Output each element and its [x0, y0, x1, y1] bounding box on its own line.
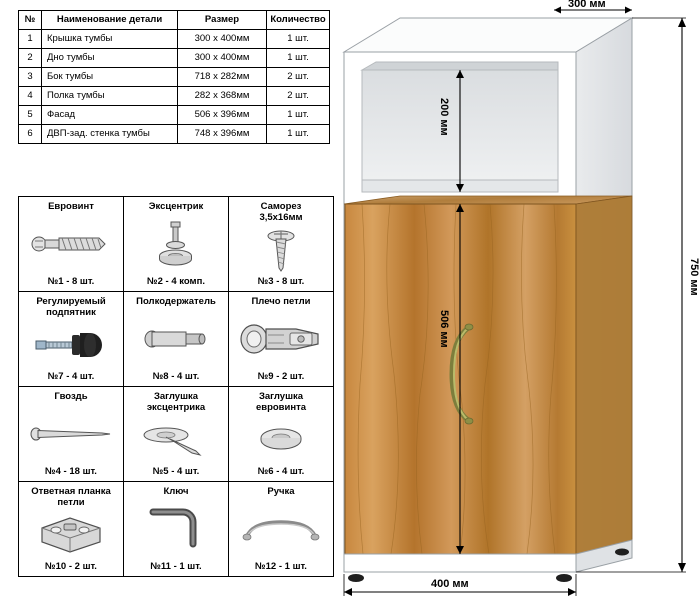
hardware-cell-hinge-plate — [19, 482, 124, 577]
hardware-row — [19, 197, 334, 292]
hardware-cell-cam-cap — [124, 387, 229, 482]
part-size: 506 x 396мм — [178, 106, 267, 125]
part-name: Крышка тумбы — [42, 30, 178, 49]
hinge-arm-icon — [229, 307, 333, 371]
hardware-title-line1: Полкодержатель — [136, 296, 216, 307]
hardware-title-line1: Ответная планка — [31, 486, 111, 497]
adjustable-foot-icon — [19, 318, 123, 371]
part-name: Полка тумбы — [42, 87, 178, 106]
dimension-total-height-label: 750 мм — [688, 258, 700, 296]
part-name: Бок тумбы — [42, 68, 178, 87]
hardware-qty: №10 - 2 шт. — [45, 561, 97, 572]
hardware-row — [19, 482, 334, 577]
hardware-title-line1: Гвоздь — [54, 391, 88, 402]
hardware-title-line1: Ручка — [267, 486, 295, 497]
part-num: 3 — [19, 68, 42, 87]
part-name: ДВП-зад. стенка тумбы — [42, 125, 178, 144]
hardware-title: Евровинт — [48, 201, 94, 212]
part-qty: 1 шт. — [267, 125, 330, 144]
table-row — [19, 30, 330, 49]
hardware-cell-allen-key — [124, 482, 229, 577]
nail-icon — [19, 402, 123, 466]
part-size: 300 x 400мм — [178, 49, 267, 68]
handle-icon — [229, 497, 333, 561]
allen-key-icon — [124, 497, 228, 561]
shelf-support-icon — [124, 307, 228, 371]
hardware-qty: №7 - 4 шт. — [47, 371, 95, 382]
hardware-title-line2: евровинта — [255, 402, 307, 413]
table-row — [19, 49, 330, 68]
parts-table-header-name: Наименование детали — [42, 11, 178, 30]
dimension-width-label: 400 мм — [431, 578, 469, 590]
hardware-qty: №3 - 8 шт. — [257, 276, 305, 287]
part-qty: 1 шт. — [267, 106, 330, 125]
parts-table-header-num: № — [19, 11, 42, 30]
parts-table — [18, 10, 330, 144]
cabinet-door[interactable] — [345, 196, 632, 554]
hardware-qty: №9 - 2 шт. — [257, 371, 305, 382]
hardware-qty: №2 - 4 комп. — [147, 276, 205, 287]
hardware-cell-shelf-support — [124, 292, 229, 387]
euro-screw-icon — [19, 212, 123, 276]
hardware-title-line1: Регулируемый — [36, 296, 106, 307]
part-size: 300 x 400мм — [178, 30, 267, 49]
euro-screw-cap-icon — [229, 413, 333, 466]
part-qty: 1 шт. — [267, 30, 330, 49]
hardware-title-line2: подпятник — [46, 307, 96, 318]
cabinet-drawing — [332, 0, 700, 602]
hardware-row — [19, 387, 334, 482]
part-num: 4 — [19, 87, 42, 106]
hardware-title: Эксцентрик — [148, 201, 204, 212]
table-row — [19, 125, 330, 144]
hardware-cell-nail — [19, 387, 124, 482]
hardware-cell-hinge-arm — [229, 292, 334, 387]
hardware-title-line2: петли — [57, 497, 85, 508]
hardware-qty: №8 - 4 шт. — [152, 371, 200, 382]
hardware-title-line1: Саморез — [260, 201, 302, 212]
hardware-title-line1: Заглушка — [258, 391, 304, 402]
parts-table-header-size: Размер — [178, 11, 267, 30]
part-num: 5 — [19, 106, 42, 125]
hardware-cell-handle — [229, 482, 334, 577]
hardware-title-line2: эксцентрика — [146, 402, 206, 413]
dimension-niche-height-label: 200 мм — [438, 98, 450, 136]
hardware-cell-adjustable-foot — [19, 292, 124, 387]
part-num: 2 — [19, 49, 42, 68]
hinge-plate-icon — [19, 508, 123, 561]
table-row — [19, 106, 330, 125]
hardware-title-line1: Ключ — [163, 486, 189, 497]
self-tapping-screw-icon — [229, 223, 333, 276]
hardware-list — [18, 196, 334, 577]
hardware-cell-cam-lock — [124, 197, 229, 292]
cabinet-svg — [332, 0, 700, 602]
hardware-title-line2: 3,5x16мм — [259, 212, 303, 223]
hardware-row — [19, 292, 334, 387]
part-size: 718 x 282мм — [178, 68, 267, 87]
part-qty: 1 шт. — [267, 49, 330, 68]
parts-table-header-qty: Количество — [267, 11, 330, 30]
part-size: 282 x 368мм — [178, 87, 267, 106]
hardware-cell-self-tapping-screw — [229, 197, 334, 292]
table-row — [19, 68, 330, 87]
cam-lock-icon — [124, 212, 228, 276]
hardware-qty: №12 - 1 шт. — [255, 561, 307, 572]
table-row — [19, 87, 330, 106]
cam-cap-icon — [124, 413, 228, 466]
hardware-title-line1: Плечо петли — [251, 296, 311, 307]
hardware-qty: №4 - 18 шт. — [45, 466, 97, 477]
part-qty: 2 шт. — [267, 87, 330, 106]
hardware-qty: №1 - 8 шт. — [47, 276, 95, 287]
part-size: 748 x 396мм — [178, 125, 267, 144]
part-num: 1 — [19, 30, 42, 49]
part-name: Фасад — [42, 106, 178, 125]
hardware-cell-euro-screw-cap — [229, 387, 334, 482]
hardware-title-line1: Заглушка — [153, 391, 199, 402]
part-name: Дно тумбы — [42, 49, 178, 68]
hardware-qty: №6 - 4 шт. — [257, 466, 305, 477]
parts-table-header-row — [19, 11, 330, 30]
hardware-cell-euro-screw — [19, 197, 124, 292]
dimension-depth-label: 300 мм — [568, 0, 606, 10]
hardware-qty: №5 - 4 шт. — [152, 466, 200, 477]
part-num: 6 — [19, 125, 42, 144]
hardware-qty: №11 - 1 шт. — [150, 561, 202, 572]
part-qty: 2 шт. — [267, 68, 330, 87]
dimension-door-height-label: 506 мм — [438, 310, 450, 348]
